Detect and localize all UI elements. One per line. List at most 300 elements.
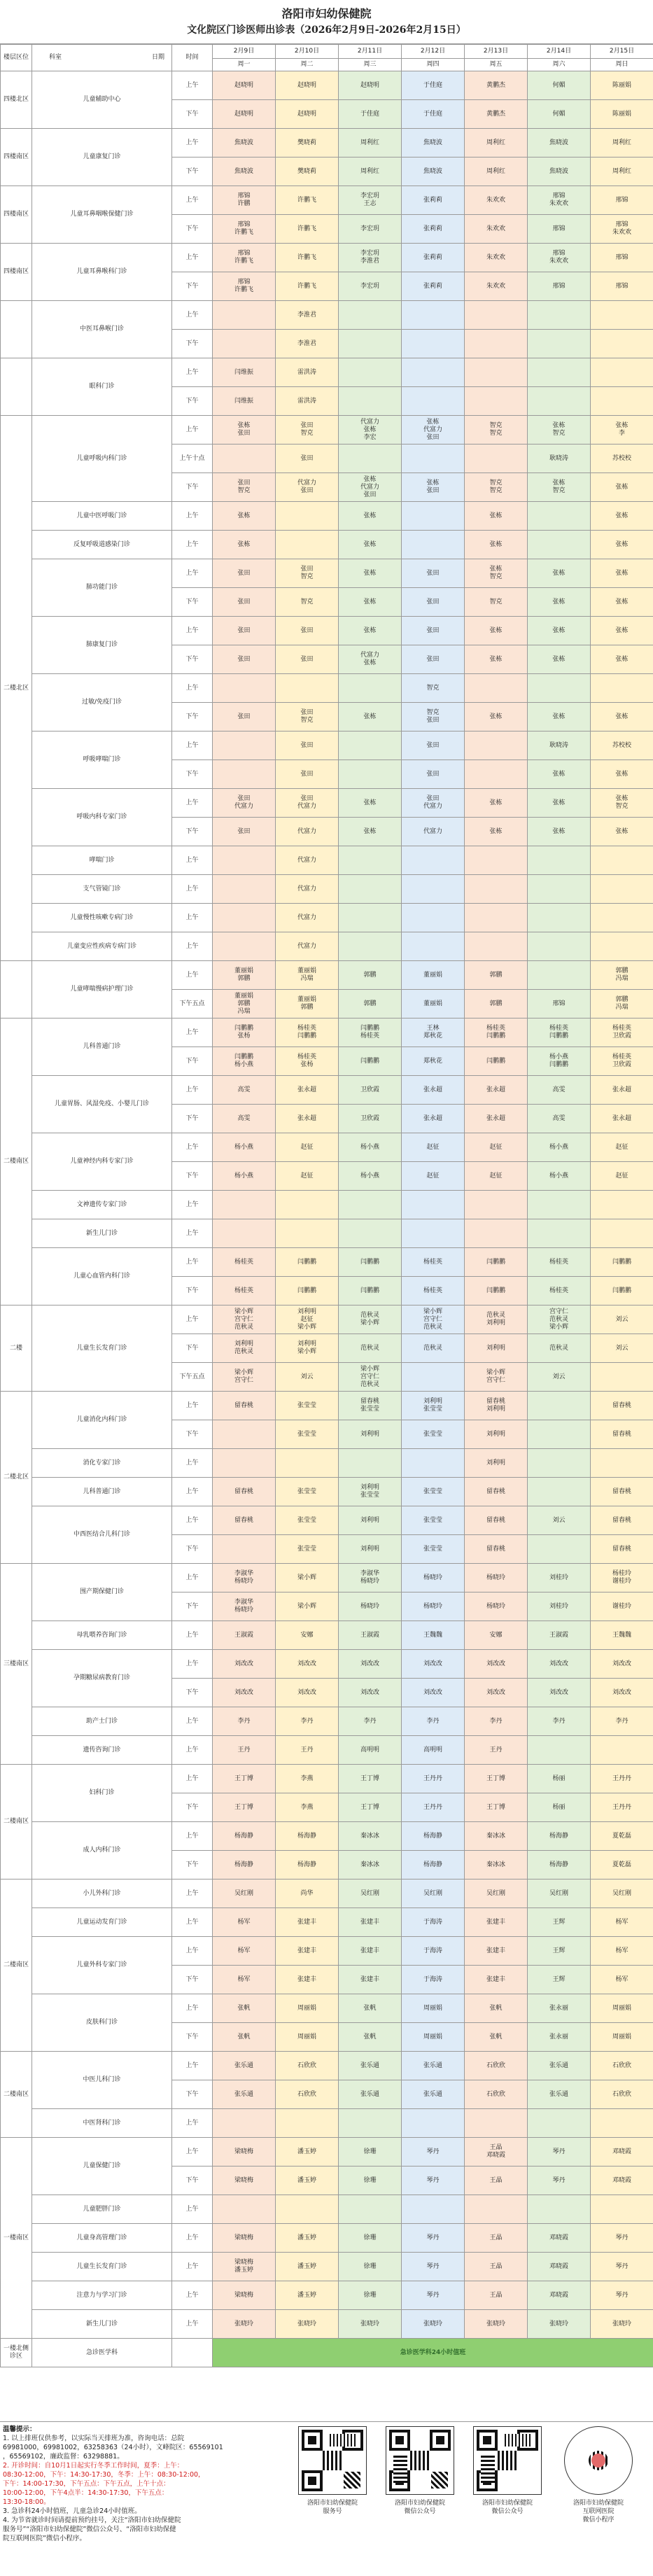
doctor-cell: 张莉莉 — [402, 244, 465, 272]
doctor-cell: 卫欣霞 — [339, 1076, 402, 1105]
doctor-cell: 闫鹏鹏 — [465, 1277, 528, 1306]
header-time: 时间 — [172, 45, 213, 71]
doctor-cell — [276, 1219, 339, 1248]
doctor-cell — [213, 301, 276, 330]
session-time: 上午 — [172, 1650, 213, 1679]
doctor-cell: 张莹莹 — [402, 1506, 465, 1535]
qr-mini-program[interactable] — [560, 2426, 637, 2524]
doctor-cell: 雷洪涛 — [276, 358, 339, 387]
doctor-cell: 赵晓明 — [339, 71, 402, 100]
doctor-cell: 陈丽娟 — [591, 71, 653, 100]
department-name: 眼科门诊 — [32, 358, 172, 416]
doctor-cell: 刘改改 — [213, 1679, 276, 1707]
schedule-row — [1, 1736, 653, 1765]
qr-official-account-2[interactable] — [469, 2426, 546, 2516]
department-name: 儿童哮喘慢病护理门诊 — [32, 961, 172, 1018]
schedule-row — [1, 875, 653, 904]
doctor-cell: 刘利明 — [465, 1334, 528, 1363]
doctor-cell: 王丹丹 — [402, 1793, 465, 1822]
doctor-cell — [528, 1736, 591, 1765]
doctor-cell — [339, 875, 402, 904]
doctor-cell: 杨晓玲 — [339, 1592, 402, 1621]
doctor-cell: 周丽娟 — [276, 2023, 339, 2052]
doctor-cell: 代富力 张栋 — [339, 645, 402, 674]
doctor-cell: 于海涛 — [402, 1966, 465, 1994]
doctor-cell — [213, 1420, 276, 1449]
department-name: 儿童耳鼻咽喉保健门诊 — [32, 186, 172, 244]
session-time: 上午 — [172, 1392, 213, 1420]
schedule-row — [1, 244, 653, 272]
weekday-col: 周二 — [276, 59, 339, 71]
department-name: 支气管镜门诊 — [32, 875, 172, 904]
doctor-cell: 杨桂玲 谢桂玲 — [591, 1564, 653, 1592]
doctor-cell: 琴丹 — [402, 2253, 465, 2281]
schedule-row — [1, 2224, 653, 2253]
doctor-cell: 张田 代富力 — [276, 789, 339, 818]
session-time: 下午 — [172, 1277, 213, 1306]
notes-label: 温馨提示： — [3, 2425, 290, 2434]
doctor-cell: 刘改改 — [528, 1679, 591, 1707]
doctor-cell — [591, 2195, 653, 2224]
doctor-cell — [402, 531, 465, 559]
schedule-row — [1, 1994, 653, 2023]
doctor-cell: 于海涛 — [402, 1937, 465, 1966]
doctor-cell: 张晓玲 — [528, 2310, 591, 2339]
qr-code-icon — [473, 2426, 542, 2495]
session-time: 上午 — [172, 1564, 213, 1592]
doctor-cell: 留春桃 — [465, 1535, 528, 1564]
doctor-cell: 张田 — [276, 617, 339, 645]
doctor-cell: 张永超 — [465, 1105, 528, 1133]
doctor-cell — [465, 674, 528, 703]
doctor-cell: 杨桂英 — [213, 1248, 276, 1277]
doctor-cell: 徐珊 — [339, 2253, 402, 2281]
department-name: 儿童生长发育门诊 — [32, 2253, 172, 2281]
floor-area: 三楼南区 — [1, 1564, 32, 1765]
doctor-cell: 刘桂玲 — [528, 1592, 591, 1621]
doctor-cell — [213, 932, 276, 961]
doctor-cell: 琴丹 — [528, 2138, 591, 2166]
doctor-cell: 杨小燕 — [528, 1162, 591, 1191]
doctor-cell: 徐珊 — [339, 2224, 402, 2253]
doctor-cell — [213, 330, 276, 358]
doctor-cell: 梁小辉 宫守仁 — [465, 1363, 528, 1392]
doctor-cell: 智克 — [276, 588, 339, 617]
qr-label: 洛阳市妇幼保健院 — [560, 2499, 637, 2507]
doctor-cell: 张栋 — [528, 559, 591, 588]
doctor-cell: 安娜 — [276, 1621, 339, 1650]
notes-line: 10:00-12:00，下午4点半：14:30-17:30，下午五点： — [3, 2488, 290, 2498]
session-time: 下午五点 — [172, 990, 213, 1018]
session-time: 上午 — [172, 244, 213, 272]
session-time: 下午 — [172, 2166, 213, 2195]
doctor-cell: 张永超 — [276, 1105, 339, 1133]
doctor-cell — [528, 1392, 591, 1420]
schedule-row — [1, 2253, 653, 2281]
doctor-cell: 于佳庭 — [402, 71, 465, 100]
doctor-cell: 王魏魏 — [591, 1621, 653, 1650]
schedule-row — [1, 1133, 653, 1162]
doctor-cell: 樊晓莉 — [276, 158, 339, 186]
doctor-cell: 闫鹏鹏 — [339, 1277, 402, 1306]
doctor-cell — [213, 674, 276, 703]
doctor-cell: 李燕 — [276, 1793, 339, 1822]
doctor-cell: 刘改改 — [276, 1650, 339, 1679]
doctor-cell: 代富力 — [276, 875, 339, 904]
doctor-cell — [402, 904, 465, 932]
schedule-row — [1, 1219, 653, 1248]
doctor-cell — [528, 1191, 591, 1219]
doctor-cell — [213, 904, 276, 932]
doctor-cell: 张建丰 — [465, 1908, 528, 1937]
doctor-cell: 周利红 — [465, 158, 528, 186]
doctor-cell: 闫鹏鹏 — [591, 1277, 653, 1306]
doctor-cell — [465, 1219, 528, 1248]
doctor-cell: 焦晓波 — [213, 129, 276, 158]
doctor-cell: 张栋 — [591, 531, 653, 559]
department-name: 急诊医学科 — [32, 2339, 172, 2367]
doctor-cell — [213, 2195, 276, 2224]
weekday-col: 周五 — [465, 59, 528, 71]
doctor-cell: 王淑霞 — [528, 1621, 591, 1650]
doctor-cell: 王丁博 — [213, 1793, 276, 1822]
doctor-cell: 张建丰 — [465, 1937, 528, 1966]
department-name: 助产士门诊 — [32, 1707, 172, 1736]
session-time — [172, 2339, 213, 2367]
department-name: 儿童保健门诊 — [32, 2138, 172, 2195]
session-time: 上午 — [172, 301, 213, 330]
doctor-cell: 张帆 — [465, 1994, 528, 2023]
weekday-col: 周一 — [213, 59, 276, 71]
qr-label: 洛阳市妇幼保健院 — [294, 2499, 371, 2507]
doctor-cell: 张栋 — [528, 789, 591, 818]
doctor-cell: 李宏玥 — [339, 215, 402, 244]
doctor-cell: 赵征 — [465, 1162, 528, 1191]
doctor-cell: 刘改改 — [402, 1679, 465, 1707]
doctor-cell: 张莹莹 — [276, 1478, 339, 1506]
session-time: 上午 — [172, 559, 213, 588]
doctor-cell — [528, 932, 591, 961]
doctor-cell: 张田 智克 — [276, 703, 339, 732]
doctor-cell: 张建丰 — [276, 1966, 339, 1994]
schedule-row — [1, 1937, 653, 1966]
department-name: 反复呼吸道感染门诊 — [32, 531, 172, 559]
doctor-cell: 王丁博 — [339, 1793, 402, 1822]
doctor-cell — [339, 1191, 402, 1219]
doctor-cell: 周丽娟 — [402, 2023, 465, 2052]
doctor-cell: 张帆 — [213, 2023, 276, 2052]
schedule-row — [1, 2195, 653, 2224]
schedule-row — [1, 1506, 653, 1535]
doctor-cell: 琴丹 — [591, 2281, 653, 2310]
qr-label: 微信公众号 — [469, 2507, 546, 2516]
doctor-cell: 杨丽 — [528, 1793, 591, 1822]
doctor-cell — [465, 330, 528, 358]
schedule-row — [1, 1478, 653, 1506]
doctor-cell: 闫鹏鹏 — [276, 1248, 339, 1277]
doctor-cell — [339, 2195, 402, 2224]
doctor-cell: 石欣欣 — [465, 2052, 528, 2080]
doctor-cell: 卫欣霞 — [339, 1105, 402, 1133]
qr-label: 服务号 — [294, 2507, 371, 2516]
doctor-cell: 闫鹏鹏 张杨 — [213, 1018, 276, 1047]
doctor-cell: 周利红 — [339, 129, 402, 158]
doctor-cell: 夏乾磊 — [591, 1851, 653, 1879]
doctor-cell: 张田 智克 — [276, 416, 339, 444]
doctor-cell — [402, 846, 465, 875]
doctor-cell: 闫鹏鹏 — [465, 1047, 528, 1076]
department-name: 儿童肥胖门诊 — [32, 2195, 172, 2224]
doctor-cell: 张莉莉 — [402, 215, 465, 244]
doctor-cell: 范秋灵 梁小辉 — [339, 1306, 402, 1334]
doctor-cell — [402, 932, 465, 961]
doctor-cell: 张栋 张田 — [402, 473, 465, 502]
doctor-cell: 张栋 — [465, 617, 528, 645]
doctor-cell: 张晓玲 — [339, 2310, 402, 2339]
department-name: 过敏/免疫门诊 — [32, 674, 172, 732]
doctor-cell: 刘桂玲 — [528, 1564, 591, 1592]
doctor-cell — [339, 904, 402, 932]
doctor-cell: 琴丹 — [402, 2138, 465, 2166]
doctor-cell: 张栋 — [528, 645, 591, 674]
doctor-cell: 苏校校 — [591, 732, 653, 760]
schedule-row — [1, 904, 653, 932]
doctor-cell: 杨桂英 张杨 — [276, 1047, 339, 1076]
doctor-cell: 智克 — [402, 674, 465, 703]
session-time: 上午 — [172, 416, 213, 444]
doctor-cell: 张田 — [213, 818, 276, 846]
department-name: 消化专家门诊 — [32, 1449, 172, 1478]
session-time: 下午 — [172, 1966, 213, 1994]
doctor-cell: 刘利明 范秋灵 — [213, 1334, 276, 1363]
doctor-cell — [591, 387, 653, 416]
session-time: 下午 — [172, 100, 213, 129]
doctor-cell: 留春桃 — [591, 1506, 653, 1535]
doctor-cell: 梁小辉 宫守仁 范秋灵 — [402, 1306, 465, 1334]
session-time: 上午 — [172, 1478, 213, 1506]
department-name: 肺康复门诊 — [32, 617, 172, 674]
schedule-table — [0, 44, 653, 2367]
doctor-cell: 石欣欣 — [591, 2080, 653, 2109]
doctor-cell: 杨海静 — [528, 1822, 591, 1851]
doctor-cell — [465, 904, 528, 932]
doctor-cell: 李丹 — [402, 1707, 465, 1736]
doctor-cell: 董丽娟 郭鹏 — [276, 990, 339, 1018]
doctor-cell: 张永超 — [276, 1076, 339, 1105]
doctor-cell: 张栋 — [591, 617, 653, 645]
schedule-row — [1, 1707, 653, 1736]
doctor-cell: 张田 — [402, 559, 465, 588]
session-time: 上午 — [172, 71, 213, 100]
session-time: 上午 — [172, 2224, 213, 2253]
doctor-cell: 焦晓波 — [528, 129, 591, 158]
doctor-cell — [528, 2195, 591, 2224]
doctor-cell: 张莉莉 — [402, 186, 465, 215]
doctor-cell: 许鹏飞 — [276, 244, 339, 272]
doctor-cell: 杨晓玲 — [402, 1564, 465, 1592]
doctor-cell: 张乐通 — [402, 2080, 465, 2109]
doctor-cell: 于佳庭 — [339, 100, 402, 129]
doctor-cell: 张莹莹 — [276, 1420, 339, 1449]
doctor-cell — [528, 875, 591, 904]
doctor-cell: 杨晓玲 — [402, 1592, 465, 1621]
hospital-title: 洛阳市妇幼保健院 — [0, 0, 653, 22]
department-name: 新生儿门诊 — [32, 2310, 172, 2339]
doctor-cell: 董丽娟 冯瑞 — [276, 961, 339, 990]
doctor-cell — [402, 1191, 465, 1219]
doctor-cell: 周利红 — [339, 158, 402, 186]
doctor-cell — [339, 301, 402, 330]
doctor-cell: 朱欢欢 — [465, 272, 528, 301]
doctor-cell — [276, 1191, 339, 1219]
notes-block — [3, 2425, 290, 2543]
doctor-cell: 刘云 — [528, 1506, 591, 1535]
doctor-cell: 王淑霞 — [213, 1621, 276, 1650]
schedule-row — [1, 1076, 653, 1105]
doctor-cell: 刘云 — [591, 1306, 653, 1334]
date-col: 2月13日 — [465, 45, 528, 59]
department-name: 围产期保健门诊 — [32, 1564, 172, 1621]
doctor-cell: 赵征 — [402, 1162, 465, 1191]
doctor-cell — [213, 1191, 276, 1219]
qr-service-account[interactable] — [294, 2426, 371, 2516]
doctor-cell: 张栋 — [591, 760, 653, 789]
doctor-cell: 张栋 智克 — [528, 473, 591, 502]
doctor-cell: 张栋 — [339, 789, 402, 818]
doctor-cell: 刘云 — [528, 1363, 591, 1392]
qr-official-account[interactable] — [381, 2426, 458, 2516]
footer — [0, 2421, 653, 2576]
doctor-cell: 高明明 — [402, 1736, 465, 1765]
doctor-cell: 朱欢欢 — [465, 186, 528, 215]
doctor-cell: 于佳庭 — [402, 100, 465, 129]
session-time: 上午 — [172, 1449, 213, 1478]
session-time: 下午 — [172, 158, 213, 186]
schedule-row — [1, 674, 653, 703]
doctor-cell: 留春桃 — [213, 1392, 276, 1420]
doctor-cell: 赵征 — [591, 1162, 653, 1191]
mini-program-code-icon — [564, 2426, 633, 2495]
doctor-cell: 张莹莹 — [276, 1392, 339, 1420]
doctor-cell: 张栋 — [528, 760, 591, 789]
doctor-cell: 赵晓明 — [276, 100, 339, 129]
floor-area — [1, 961, 32, 1018]
doctor-cell — [213, 875, 276, 904]
doctor-cell: 潘玉婷 — [276, 2138, 339, 2166]
schedule-row — [1, 846, 653, 875]
doctor-cell: 潘玉婷 — [276, 2281, 339, 2310]
doctor-cell: 梁小辉 — [276, 1564, 339, 1592]
doctor-cell: 刘改改 — [339, 1650, 402, 1679]
doctor-cell: 杨小燕 — [339, 1162, 402, 1191]
department-name: 儿童运动发育门诊 — [32, 1908, 172, 1937]
floor-area: 二楼北区 — [1, 416, 32, 961]
session-time: 下午 — [172, 1592, 213, 1621]
session-time: 下午 — [172, 1851, 213, 1879]
doctor-cell: 樊晓莉 — [276, 129, 339, 158]
floor-area: 二楼南区 — [1, 2052, 32, 2138]
doctor-cell: 张栋 智克 — [528, 416, 591, 444]
doctor-cell — [276, 502, 339, 531]
doctor-cell: 刘改改 — [213, 1650, 276, 1679]
doctor-cell: 李宏玥 王志 — [339, 186, 402, 215]
session-time: 上午 — [172, 1219, 213, 1248]
doctor-cell: 范秋灵 — [339, 1334, 402, 1363]
doctor-cell: 谢桂玲 — [591, 1592, 653, 1621]
doctor-cell: 张栋 — [591, 588, 653, 617]
doctor-cell — [339, 1449, 402, 1478]
doctor-cell: 李丹 — [591, 1707, 653, 1736]
notes-line: 4. 为节省就诊时间请提前预约挂号，关注“洛阳市妇幼保健院 — [3, 2516, 290, 2525]
schedule-row — [1, 1306, 653, 1334]
doctor-cell: 刘改改 — [465, 1679, 528, 1707]
doctor-cell: 智克 张田 — [402, 703, 465, 732]
doctor-cell: 王丁博 — [465, 1765, 528, 1793]
doctor-cell: 王丹 — [276, 1736, 339, 1765]
session-time: 上午 — [172, 1736, 213, 1765]
doctor-cell: 杨海静 — [276, 1851, 339, 1879]
doctor-cell — [213, 444, 276, 473]
doctor-cell: 邢锦 — [591, 272, 653, 301]
doctor-cell: 刘改改 — [528, 1650, 591, 1679]
doctor-cell: 张栋 李 — [591, 416, 653, 444]
session-time: 下午 — [172, 1047, 213, 1076]
doctor-cell: 张田 — [276, 732, 339, 760]
doctor-cell: 张永丽 — [528, 2023, 591, 2052]
doctor-cell: 杨晓玲 — [465, 1564, 528, 1592]
doctor-cell: 张栋 — [528, 617, 591, 645]
doctor-cell — [213, 2109, 276, 2138]
doctor-cell: 秦冰冰 — [465, 1822, 528, 1851]
doctor-cell — [213, 760, 276, 789]
doctor-cell: 邢锦 — [528, 215, 591, 244]
doctor-cell: 张栋 — [465, 645, 528, 674]
doctor-cell: 杨桂英 — [402, 1277, 465, 1306]
doctor-cell — [528, 1535, 591, 1564]
doctor-cell: 陈丽娟 — [591, 100, 653, 129]
doctor-cell: 闫鹏鹏 杨桂英 — [339, 1018, 402, 1047]
doctor-cell: 李丹 — [339, 1707, 402, 1736]
doctor-cell: 焦晓波 — [402, 129, 465, 158]
doctor-cell — [213, 846, 276, 875]
doctor-cell: 张栋 — [339, 588, 402, 617]
doctor-cell: 张乐通 — [528, 2080, 591, 2109]
doctor-cell: 刘利明 — [339, 1420, 402, 1449]
floor-area: 四楼南区 — [1, 129, 32, 186]
session-time: 上午 — [172, 531, 213, 559]
doctor-cell — [402, 2195, 465, 2224]
qr-label: 微信公众号 — [381, 2507, 458, 2516]
department-name: 呼吸内科专家门诊 — [32, 789, 172, 846]
doctor-cell: 张晓玲 — [276, 2310, 339, 2339]
doctor-cell: 邢锦 许鹏飞 — [213, 244, 276, 272]
doctor-cell: 范秋灵 — [402, 1334, 465, 1363]
department-name: 儿童胃肠、风湿免疫、小婴儿门诊 — [32, 1076, 172, 1133]
session-time: 上午 — [172, 1133, 213, 1162]
doctor-cell — [528, 358, 591, 387]
doctor-cell: 李丹 — [528, 1707, 591, 1736]
doctor-cell — [276, 674, 339, 703]
session-time: 上午 — [172, 186, 213, 215]
schedule-row — [1, 2138, 653, 2166]
session-time: 上午 — [172, 1076, 213, 1105]
weekday-col: 周日 — [591, 59, 653, 71]
doctor-cell: 何媚 — [528, 71, 591, 100]
doctor-cell: 张栋 — [528, 818, 591, 846]
notes-line: 08:30-12:00，下午：14:30-17:30，冬季：上午：08:30-12:00， — [3, 2470, 290, 2479]
doctor-cell: 梁晓梅 — [213, 2281, 276, 2310]
doctor-cell: 黄鹏杰 — [465, 100, 528, 129]
